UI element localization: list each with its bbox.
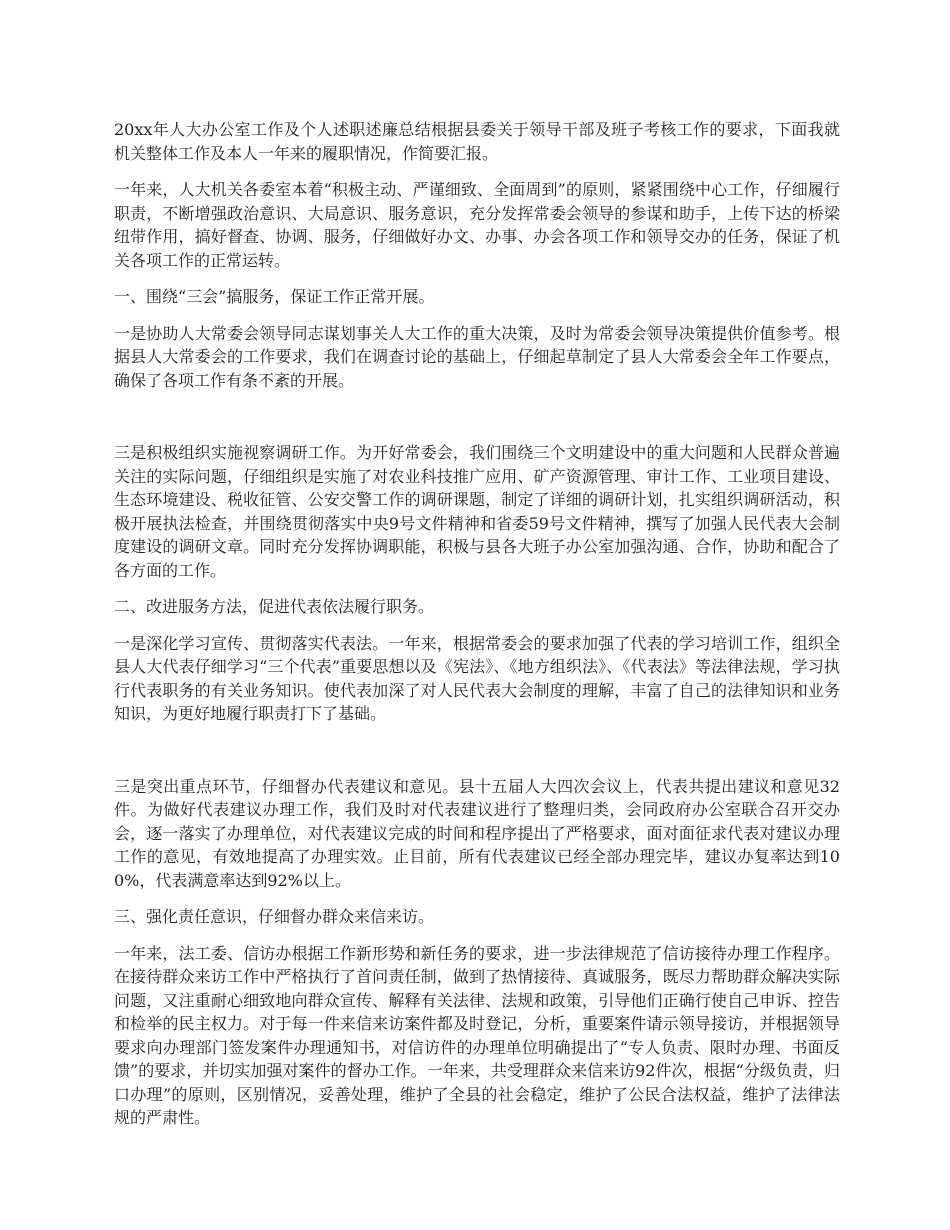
document-body <box>114 118 840 1143</box>
body-paragraph: 三是积极组织实施视察调研工作。为开好常委会，我们围绕三个文明建设中的重大问题和人民群众普遍关注的实际问题，仔细组织是实施了对农业科技推广应用、矿产资源管理、审计工作、工业项目建设、生态环境建设、税收征管、公安交警工作的调研课题，制定了详细的调研计划，扎实组织调研活动，积极开展执法检查，并围绕贯彻落实中央9号文件精神和省委59号文件精神，撰写了加强人民代表大会制度建设的调研文章。同时充分发挥协调职能，积极与县各大班子办公室加强沟通、合作，协助和配合了各方面的工作。 <box>114 443 840 580</box>
section-heading-2: 二、改进服务方法，促进代表依法履行职务。 <box>114 597 435 616</box>
body-paragraph: 一是深化学习宣传、贯彻落实代表法。一年来，根据常委会的要求加强了代表的学习培训工作，组织全县人大代表仔细学习“三个代表”重要思想以及《宪法》、《地方组织法》、《代表法》等法律法规，学习执行代表职务的有关业务知识。使代表加深了对人民代表大会制度的理解，丰富了自己的法律知识和业务知识，为更好地履行职责打下了基础。 <box>114 633 840 723</box>
section-heading-3: 三、强化责任意识，仔细督办群众来信来访。 <box>114 907 435 926</box>
blank-space <box>114 739 840 775</box>
title-paragraph: 20xx年人大办公室工作及个人述职述廉总结根据县委关于领导干部及班子考核工作的要求，下面我就机关整体工作及本人一年来的履职情况，作简要汇报。 <box>114 120 840 163</box>
blank-space <box>114 405 840 441</box>
body-paragraph: 一是协助人大常委会领导同志谋划事关人大工作的重大决策，及时为常委会领导决策提供价值参考。根据县人大常委会的工作要求，我们在调查讨论的基础上，仔细起草制定了县人大常委会全年工作要点，确保了各项工作有条不紊的开展。 <box>114 323 840 390</box>
section-heading-1: 一、围绕“三会”搞服务，保证工作正常开展。 <box>114 287 435 306</box>
body-paragraph: 三是突出重点环节，仔细督办代表建议和意见。县十五届人大四次会议上，代表共提出建议和意见32件。为做好代表建议办理工作，我们及时对代表建议进行了整理归类，会同政府办公室联合召开交办会，逐一落实了办理单位，对代表建议完成的时间和程序提出了严格要求，面对面征求代表对建议办理工作的意见，有效地提高了办理实效。止目前，所有代表建议已经全部办理完毕，建议办复率达到100%，代表满意率达到92%以上。 <box>114 776 840 890</box>
intro-paragraph: 一年来，人大机关各委室本着“积极主动、严谨细致、全面周到”的原则，紧紧围绕中心工作，仔细履行职责，不断增强政治意识、大局意识、服务意识，充分发挥常委会领导的参谋和助手，上传下达的桥梁纽带作用，搞好督查、协调、服务，仔细做好办文、办事、办会各项工作和领导交办的任务，保证了机关各项工作的正常运转。 <box>114 180 840 270</box>
body-paragraph: 一年来，法工委、信访办根据工作新形势和新任务的要求，进一步法律规范了信访接待办理工作程序。在接待群众来访工作中严格执行了首问责任制，做到了热情接待、真诚服务，既尽力帮助群众解决实际问题，又注重耐心细致地向群众宣传、解释有关法律、法规和政策，引导他们正确行使自己申诉、控告和检举的民主权力。对于每一件来信来访案件都及时登记，分析，重要案件请示领导接访，并根据领导要求向办理部门签发案件办理通知书，对信访件的办理单位明确提出了“专人负责、限时办理、书面反馈”的要求，并切实加强对案件的督办工作。一年来，共受理群众来信来访92件次，根据“分级负责，归口办理”的原则，区别情况，妥善处理，维护了全县的社会稳定，维护了公民合法权益，维护了法律法规的严肃性。 <box>114 943 840 1127</box>
